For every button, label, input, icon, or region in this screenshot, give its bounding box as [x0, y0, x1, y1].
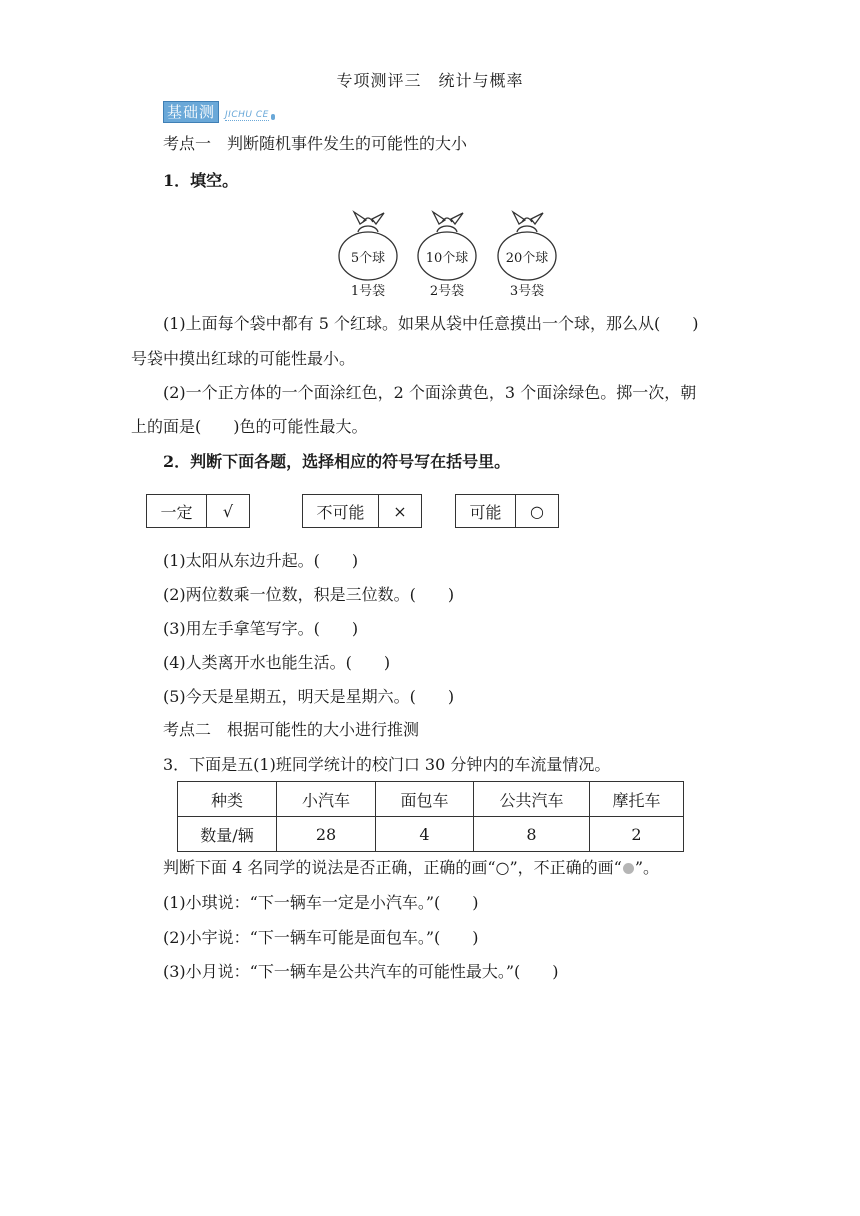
q1-part2-line2: 上的面是( )色的可能性最大。: [131, 417, 368, 436]
table-cell: 数量/辆: [178, 817, 277, 852]
bag-1-name: 1号袋: [350, 284, 386, 299]
banner-label: 基础测: [163, 101, 219, 123]
traffic-table: [177, 781, 684, 852]
q2-item-2: (2)两位数乘一位数，积是三位数。( ): [163, 585, 455, 604]
table-cell: 小汽车: [277, 782, 376, 817]
table-cell: 28: [277, 817, 376, 852]
legend-word: 不可能: [316, 502, 365, 522]
page-title: 专项测评三 统计与概率: [336, 71, 524, 90]
legend-symbol: √: [206, 495, 249, 527]
legend-word: 可能: [469, 502, 502, 522]
table-header-row: [178, 782, 684, 817]
legend-possible: [455, 494, 559, 528]
table-cell: 种类: [178, 782, 277, 817]
bag-1-icon: [339, 212, 397, 280]
legend-symbol: ○: [515, 495, 558, 527]
legend-impossible: [302, 494, 422, 528]
q3-instruction-text: 判断下面 4 名同学的说法是否正确，正确的画“○”，不正确的画“: [163, 858, 622, 877]
q2-item-4: (4)人类离开水也能生活。( ): [163, 653, 391, 672]
table-row: [178, 817, 684, 852]
q2-item-3: (3)用左手拿笔写字。( ): [163, 619, 359, 638]
q3-instruction: [163, 858, 659, 878]
q2-item-1: (1)太阳从东边升起。( ): [163, 551, 359, 570]
section-banner: [163, 101, 275, 123]
q2-item-5: (5)今天是星期五，明天是星期六。( ): [163, 687, 455, 706]
bag-3-content: 20个球: [505, 251, 549, 266]
q1-part1-line2: 号袋中摸出红球的可能性最小。: [131, 349, 356, 368]
table-cell: 面包车: [376, 782, 474, 817]
q1-part2-line1: (2)一个正方体的一个面涂红色，2 个面涂黄色，3 个面涂绿色。掷一次，朝: [163, 383, 697, 402]
bag-2-content: 10个球: [425, 251, 469, 266]
bags-illustration: [332, 204, 562, 300]
banner-sublabel: JICHU CE: [225, 109, 269, 120]
bag-2-icon: [418, 212, 476, 280]
banner-dot-icon: [271, 114, 275, 120]
table-cell: 公共汽车: [474, 782, 590, 817]
q1-part1-line1: (1)上面每个袋中都有 5 个红球。如果从袋中任意摸出一个球，那么从( ): [163, 314, 699, 333]
table-cell: 摩托车: [590, 782, 684, 817]
legend-certain: [146, 494, 250, 528]
bag-3-icon: [498, 212, 556, 280]
q2-label: 2．判断下面各题，选择相应的符号写在括号里。: [163, 452, 511, 471]
q3-item-1: (1)小琪说：“下一辆车一定是小汽车。”( ): [163, 893, 479, 912]
section1-heading: 考点一 判断随机事件发生的可能性的大小: [163, 134, 468, 153]
q3-item-2: (2)小宇说：“下一辆车可能是面包车。”( ): [163, 928, 479, 947]
bag-3-name: 3号袋: [509, 284, 545, 299]
section2-heading: 考点二 根据可能性的大小进行推测: [163, 720, 420, 739]
bag-2-name: 2号袋: [429, 284, 465, 299]
table-cell: 8: [474, 817, 590, 852]
bags-drawing: [332, 204, 562, 300]
table-cell: 4: [376, 817, 474, 852]
q3-item-3: (3)小月说：“下一辆车是公共汽车的可能性最大。”( ): [163, 962, 559, 981]
q3-instruction-end: ”。: [634, 858, 660, 877]
legend-symbol: ×: [378, 495, 421, 527]
q1-label: 1．填空。: [163, 171, 239, 190]
gray-dot-icon: [623, 863, 634, 874]
q3-label: 3．下面是五(1)班同学统计的校门口 30 分钟内的车流量情况。: [163, 755, 611, 774]
bag-1-content: 5个球: [350, 251, 386, 266]
legend-word: 一定: [160, 502, 193, 522]
table-cell: 2: [590, 817, 684, 852]
